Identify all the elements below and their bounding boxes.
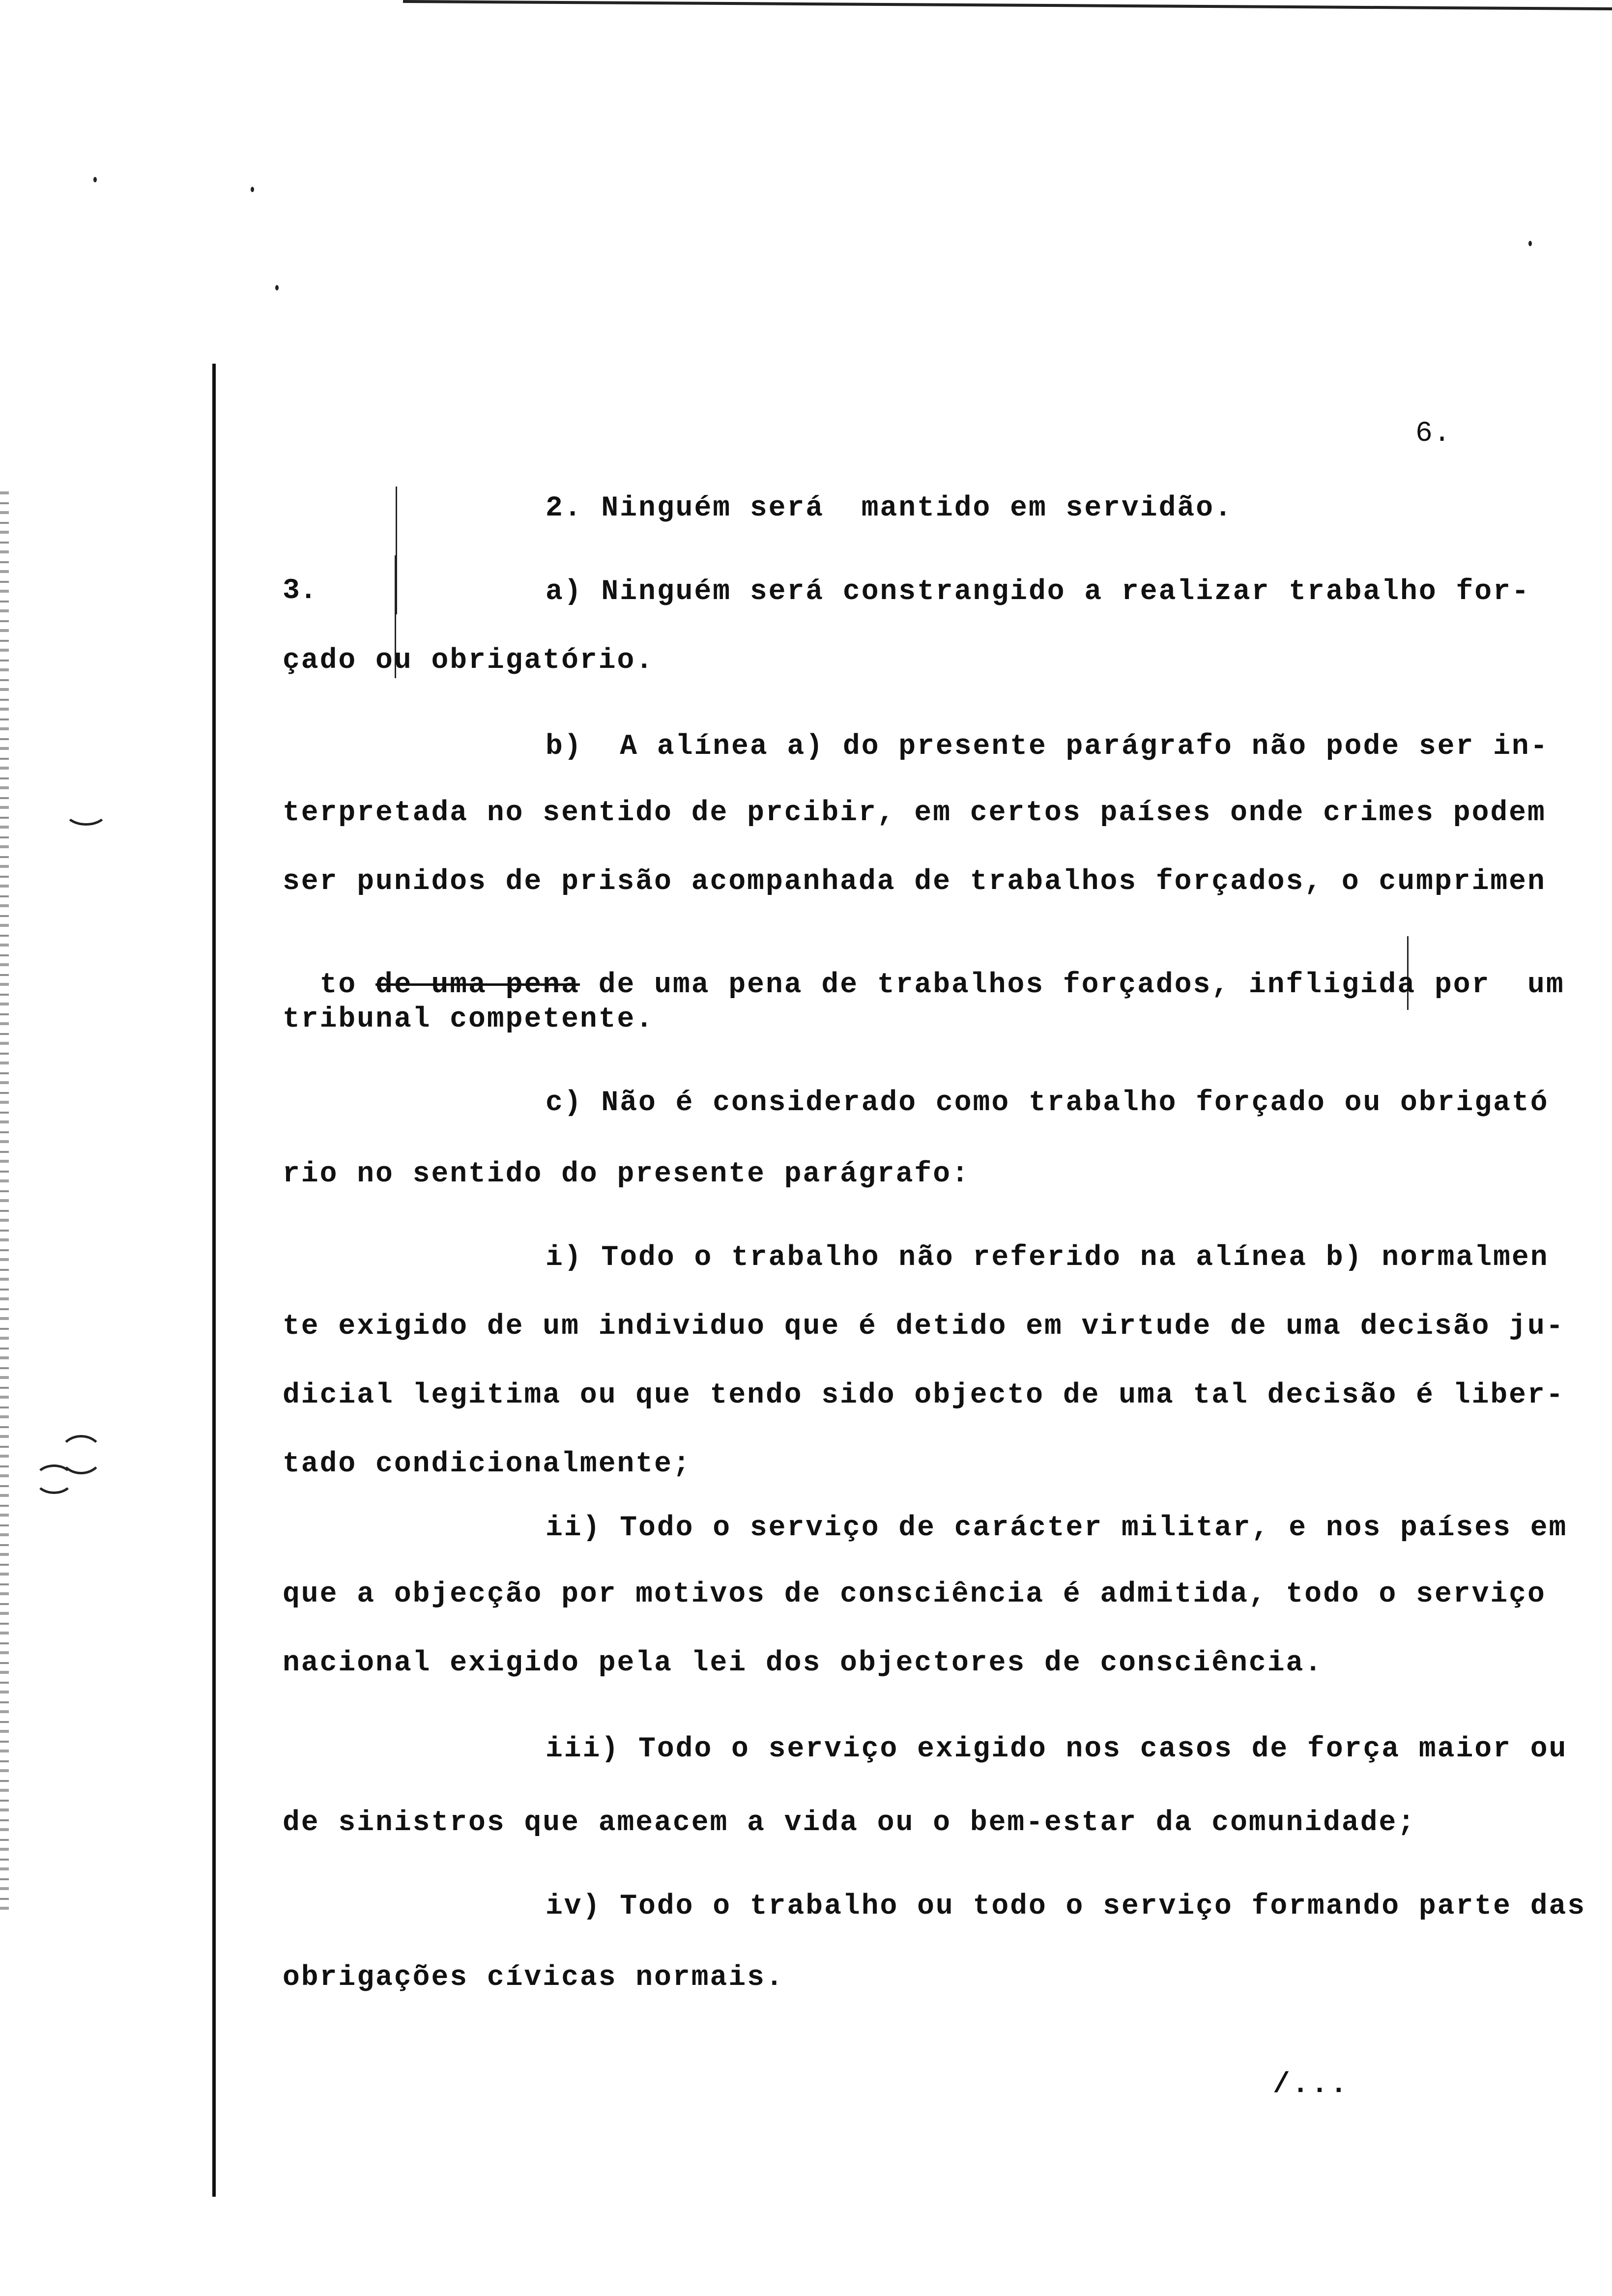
continuation-mark: /...: [1273, 2069, 1350, 2101]
item-ii-line-1: ii) Todo o serviço de carácter militar, e nos países em: [546, 1512, 1568, 1544]
speck: [1528, 241, 1532, 246]
speck: [251, 187, 254, 192]
item-iv-line-2: obrigações cívicas normais.: [283, 1962, 784, 1994]
clause-b-line-5: tribunal competente.: [283, 1004, 655, 1035]
item-iii-line-2: de sinistros que ameacem a vida ou o bem-estar da comunidade;: [283, 1807, 1416, 1839]
clause-b-line-3: ser punidos de prisão acompanhada de trabalhos forçados, o cumprimen: [283, 866, 1546, 898]
clause-b-line-2: terpretada no sentido de prcibir, em certos países onde crimes podem: [283, 797, 1546, 829]
struck-out-text: de uma pena: [375, 969, 580, 1001]
scan-left-edge: [0, 491, 9, 1917]
speck: [275, 285, 279, 290]
item-iv-line-1: iv) Todo o trabalho ou todo o serviço formando parte das: [546, 1891, 1586, 1923]
clause-c-line-2: rio no sentido do presente parágrafo:: [283, 1158, 970, 1190]
clause-c-line-1: c) Não é considerado como trabalho forçado ou obrigató: [546, 1087, 1549, 1119]
paragraph-2: 2. Ninguém será mantido em servidão.: [546, 492, 1233, 524]
clause-b-line-4: [283, 934, 1565, 1003]
clause-b-line-1: b) A alínea a) do presente parágrafo não pode ser in-: [546, 731, 1549, 763]
clause-a-line-2: çado ou obrigatório.: [283, 645, 655, 677]
page-number: 6.: [1415, 418, 1452, 450]
item-iii-line-1: iii) Todo o serviço exigido nos casos de força maior ou: [546, 1733, 1568, 1765]
item-i-line-1: i) Todo o trabalho não referido na alínea b) normalmen: [546, 1242, 1549, 1274]
scan-top-edge: [403, 0, 1612, 10]
margin-rule: [212, 364, 216, 2197]
punch-hole-top: [64, 796, 108, 826]
item-i-line-4: tado condicionalmente;: [283, 1448, 691, 1480]
punch-hole-bottom: [34, 1464, 74, 1494]
clause-a-line-1: a) Ninguém será constrangido a realizar trabalho for-: [546, 576, 1530, 608]
item-i-line-2: te exigido de um individuo que é detido em virtude de uma decisão ju-: [283, 1311, 1565, 1343]
clause-b-line-4-start: to: [319, 969, 376, 1001]
clause-b-line-4-end: de uma pena de trabalhos forçados, infligida por um: [579, 969, 1565, 1001]
item-ii-line-2: que a objecção por motivos de consciência é admitida, todo o serviço: [283, 1578, 1546, 1610]
item-i-line-3: dicial legitima ou que tendo sido objecto de uma tal decisão é liber-: [283, 1379, 1565, 1411]
paragraph-3-number: 3.: [283, 575, 317, 607]
item-ii-line-3: nacional exigido pela lei dos objectores de consciência.: [283, 1647, 1324, 1679]
speck: [93, 177, 97, 182]
